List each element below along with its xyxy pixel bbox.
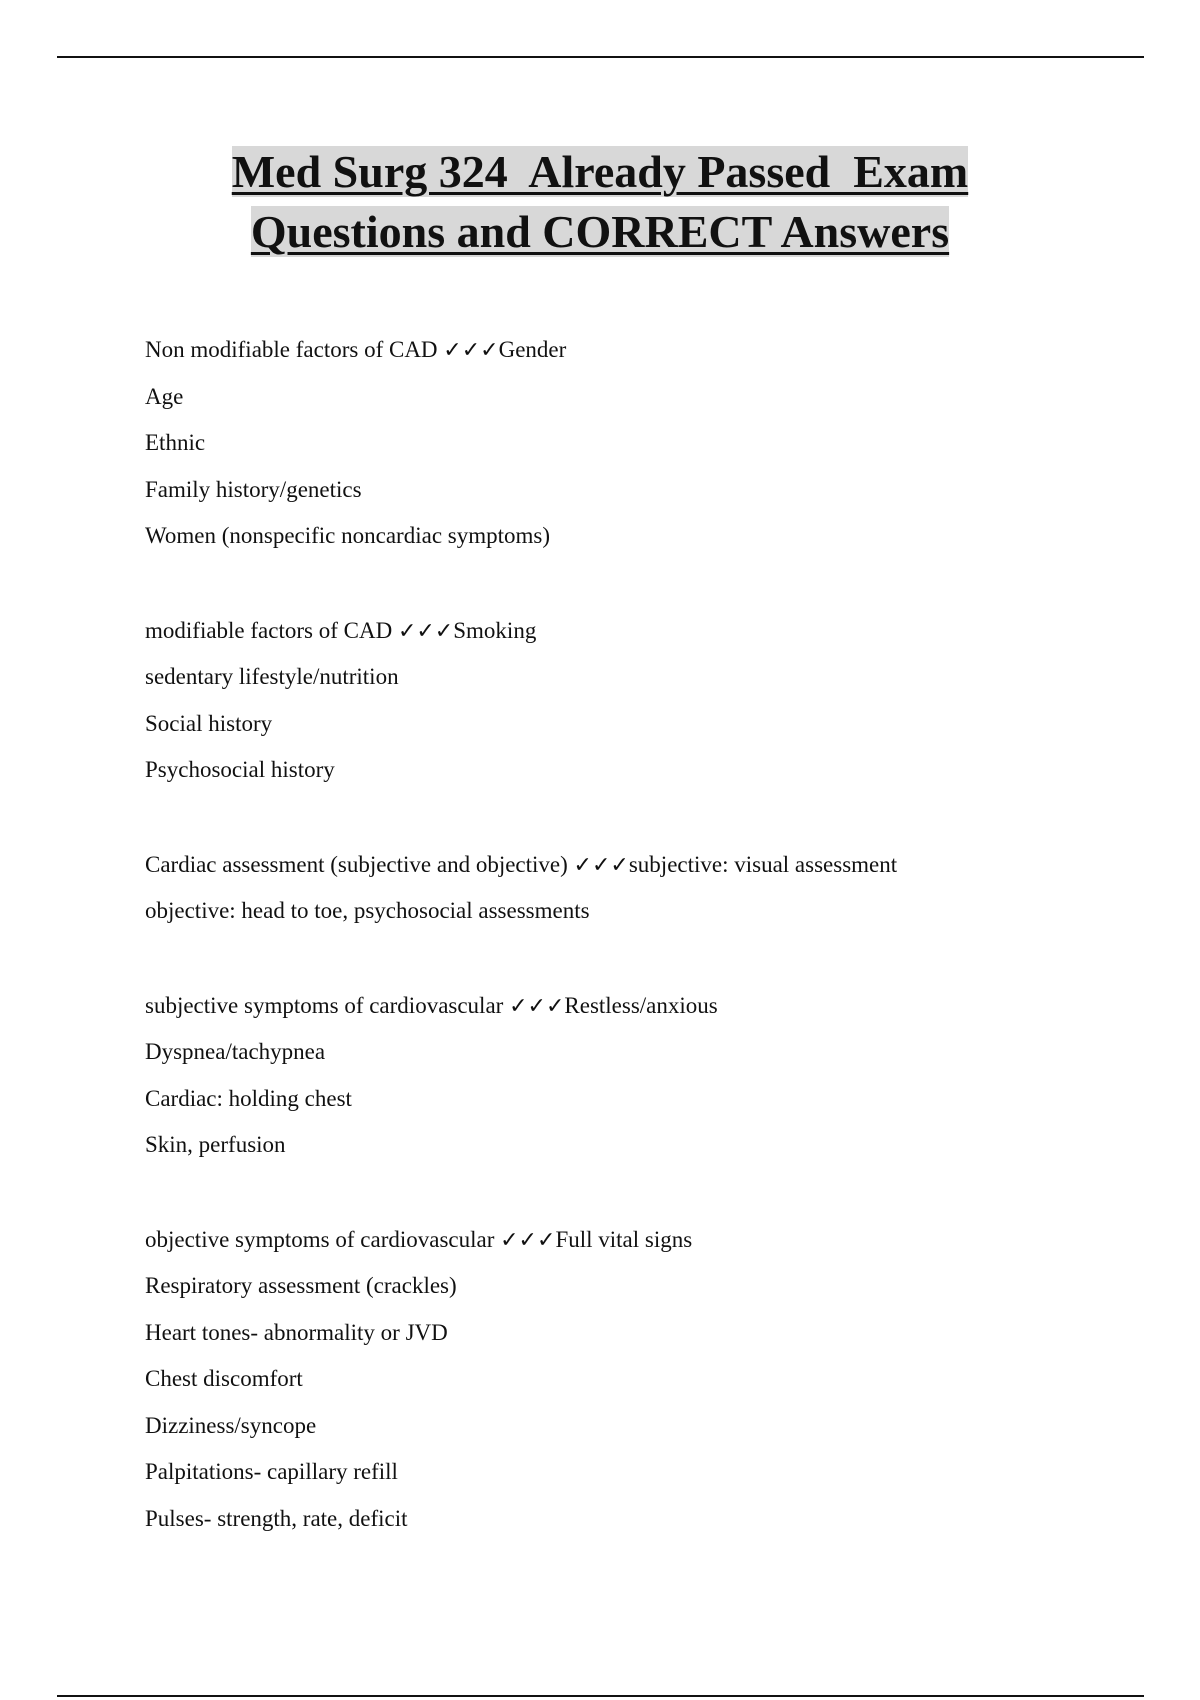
- answer-line: Dizziness/syncope: [145, 1412, 317, 1438]
- check-mark-icon: ✓✓✓: [397, 618, 454, 644]
- answer-line: sedentary lifestyle/nutrition: [145, 664, 399, 689]
- qa-question-line: [145, 327, 1145, 374]
- answer-line: Pulses- strength, rate, deficit: [145, 1505, 408, 1531]
- check-mark-icon: ✓✓✓: [573, 852, 629, 878]
- answer-text: Full vital signs: [555, 1226, 693, 1252]
- header-rule: [57, 56, 1144, 58]
- answer-text: Gender: [498, 337, 567, 362]
- answer-line: Dyspnea/tachypnea: [145, 1039, 326, 1064]
- answer-text: Smoking: [453, 617, 537, 643]
- answer-line: Chest discomfort: [145, 1366, 303, 1391]
- answer-line: Cardiac: holding chest: [145, 1085, 352, 1111]
- answer-line: objective: head to toe, psychosocial assessments: [145, 898, 590, 923]
- check-mark-icon: ✓✓✓: [443, 338, 499, 363]
- footer-rule: [57, 1695, 1144, 1697]
- qa-question-line: [145, 842, 1145, 889]
- qa-question-line: [145, 1217, 1145, 1264]
- title-line-1: Med Surg 324 Already Passed Exam: [231, 146, 969, 197]
- answer-line: Age: [145, 383, 184, 409]
- qa-question-line: [145, 608, 1145, 655]
- answer-line: Palpitations- capillary refill: [145, 1459, 398, 1484]
- answer-line: Heart tones- abnormality or JVD: [145, 1319, 448, 1345]
- question-text: Cardiac assessment (subjective and objective): [145, 851, 574, 877]
- question-text: subjective symptoms of cardiovascular: [145, 992, 510, 1018]
- check-mark-icon: ✓✓✓: [500, 1227, 556, 1253]
- page-title: [0, 142, 1200, 262]
- qa-content: [145, 327, 1145, 1542]
- answer-line: Ethnic: [145, 430, 206, 455]
- answer-line: Psychosocial history: [145, 757, 335, 782]
- answer-line: Skin, perfusion: [145, 1132, 286, 1157]
- title-line-2: Questions and CORRECT Answers: [250, 206, 950, 257]
- question-text: Non modifiable factors of CAD: [145, 337, 444, 362]
- answer-line: Social history: [145, 710, 273, 736]
- answer-line: Respiratory assessment (crackles): [145, 1273, 457, 1298]
- question-text: objective symptoms of cardiovascular: [145, 1226, 501, 1252]
- answer-text: Restless/anxious: [564, 992, 718, 1018]
- question-text: modifiable factors of CAD: [145, 617, 398, 643]
- answer-line: Family history/genetics: [145, 476, 362, 502]
- qa-question-line: [145, 983, 1145, 1030]
- answer-line: Women (nonspecific noncardiac symptoms): [145, 523, 551, 548]
- check-mark-icon: ✓✓✓: [509, 993, 565, 1019]
- answer-text: subjective: visual assessment: [628, 851, 898, 877]
